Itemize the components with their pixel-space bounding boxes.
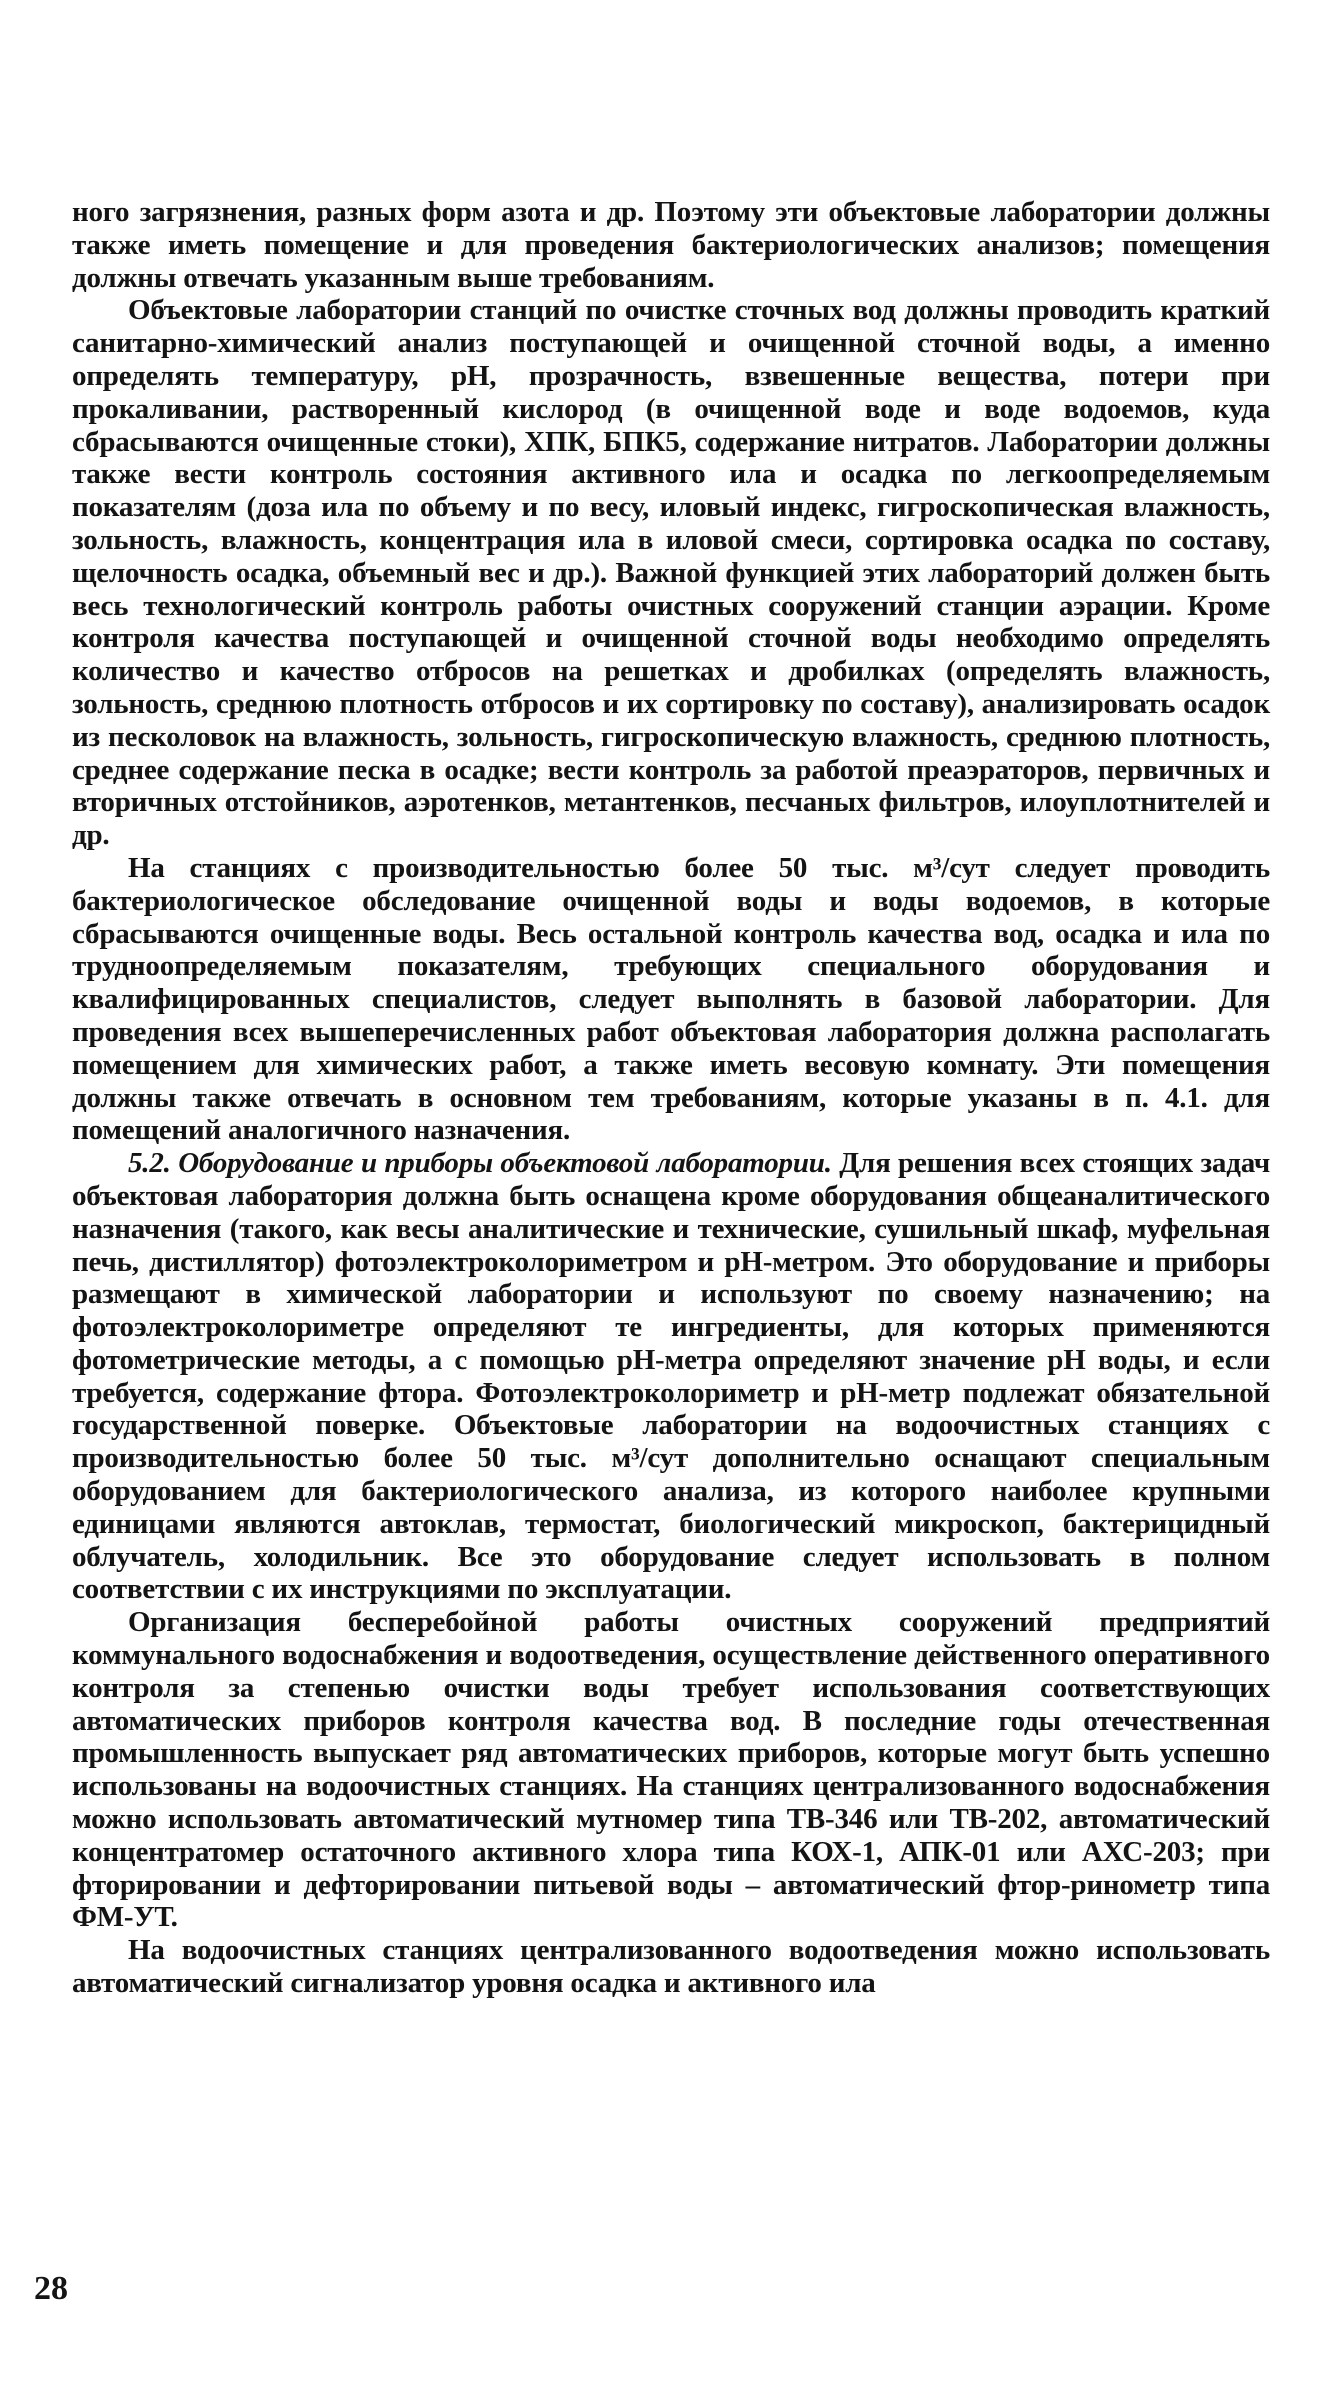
paragraph-bacteriological-survey: На станциях с производительностью более 50 тыс. м³/сут следует проводить бактериологическое обследование очищенной воды и воды водоемов, в которые сбрасываются очищенные воды. Весь остальной контроль качества вод, осадка и ила по трудноопределяемым показателям, требующих специального оборудования и квалифицированных специалистов, следует выполнять в базовой лаборатории. Для проведения всех вышеперечисленных работ объектовая лаборатория должна располагать помещением для химических работ, а также иметь весовую комнату. Эти помещения должны также отвечать в основном тем требованиям, которые указаны в п. 4.1. для помещений аналогичного назначения. [72, 851, 1270, 1147]
paragraph-automatic-devices: Организация бесперебойной работы очистных сооружений предприятий коммунального водоснабжения и водоотведения, осуществление действенного оперативного контроля за степенью очистки воды требует использования соответствующих автоматических приборов контроля качества вод. В последние годы отечественная промышленность выпускает ряд автоматических приборов, которые могут быть успешно использованы на водоочистных станциях. На станциях централизованного водоснабжения можно использовать автоматический мутномер типа ТВ-346 или ТВ-202, автоматический концентратомер остаточного активного хлора типа КОХ-1, АПК-01 или АХС-203; при фторировании и дефторировании питьевой воды – автоматический фтор-ринометр типа ФМ-УТ. [72, 1606, 1270, 1934]
paragraph-wastewater-stations: На водоочистных станциях централизованного водоотведения можно использовать автоматический сигнализатор уровня осадка и активного ила [72, 1934, 1270, 2000]
paragraph-wastewater-labs: Объектовые лаборатории станций по очистке сточных вод должны проводить краткий санитарно-химический анализ поступающей и очищенной сточной воды, а именно определять температуру, pH, прозрачность, взвешенные вещества, потери при прокаливании, растворенный кислород (в очищенной воде и воде водоемов, куда сбрасываются очищенные стоки), ХПК, БПК5, содержание нитратов. Лаборатории должны также вести контроль состояния активного ила и осадка по легкоопределяемым показателям (доза ила по объему и по весу, иловый индекс, гигроскопическая влажность, зольность, влажность, концентрация ила в иловой смеси, сортировка осадка по составу, щелочность осадка, объемный вес и др.). Важной функцией этих лабораторий должен быть весь технологический контроль работы очистных сооружений станции аэрации. Кроме контроля качества поступающей и очищенной сточной воды необходимо определять количество и качество отбросов на решетках и дробилках (определять влажность, зольность, среднюю плотность отбросов и их сортировку по составу), анализировать осадок из песколовок на влажность, зольность, гигроскопическую влажность, среднюю плотность, среднее содержание песка в осадке; вести контроль за работой преаэраторов, первичных и вторичных отстойников, аэротенков, метантенков, песчаных фильтров, илоуплотнителей и др. [72, 294, 1270, 852]
paragraph-equipment-text: Для решения всех стоящих задач объектовая лаборатория должна быть оснащена кроме оборудования общеаналитического назначения (такого, как весы аналитические и технические, сушильный шкаф, муфельная печь, дистиллятор) фотоэлектроколориметром и pH-метром. Это оборудование и приборы размещают в химической лаборатории и используют по своему назначению; на фотоэлектроколориметре определяют те ингредиенты, для которых применяются фотометрические методы, а с помощью pH-метра определяют значение pH воды, и если требуется, содержание фтора. Фотоэлектроколориметр и pH-метр подлежат обязательной государственной поверке. Объектовые лаборатории на водоочистных станциях с производительностью более 50 тыс. м³/сут дополнительно оснащают специальным оборудованием для бактериологического анализа, из которого наиболее крупными единицами являются автоклав, термостат, биологический микроскоп, бактерицидный облучатель, холодильник. Все это оборудование следует использовать в полном соответствии с их инструкциями по эксплуатации. [72, 1147, 1270, 1606]
section-heading-5-2: 5.2. Оборудование и приборы объектовой лаборатории. [128, 1147, 832, 1180]
body-text [72, 196, 1270, 2000]
paragraph-equipment [72, 1147, 1270, 1606]
page-number: 28 [34, 2270, 68, 2307]
paragraph-continued: ного загрязнения, разных форм азота и др. Поэтому эти объектовые лаборатории должны также иметь помещение и для проведения бактериологических анализов; помещения должны отвечать указанным выше требованиям. [72, 196, 1270, 294]
